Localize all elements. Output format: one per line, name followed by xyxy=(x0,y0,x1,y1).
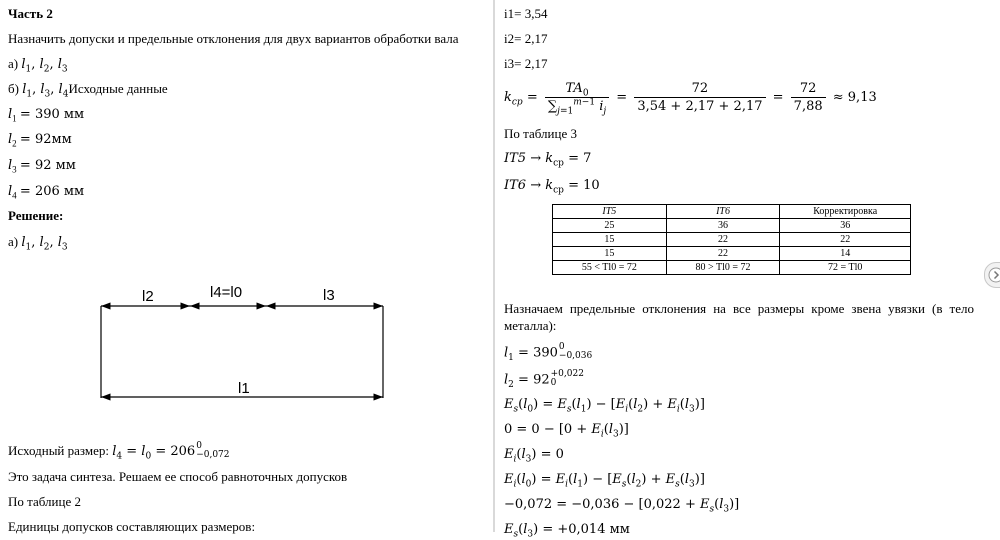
l1-label: l1 xyxy=(238,380,250,397)
dim-l1: $l_1 = 390$ мм xyxy=(8,107,85,124)
table-header: IT6 xyxy=(666,205,780,219)
dimension-chain-diagram xyxy=(90,280,390,405)
dim-l4: $l_4 = 206$ мм xyxy=(8,184,85,201)
table-cell: 14 xyxy=(780,247,911,261)
variant-b-line: б) $l_1$, $l_3$, $l_4Исходные$ данные xyxy=(8,81,168,100)
page-divider xyxy=(493,0,495,532)
page-heading: Часть 2 xyxy=(8,6,53,21)
table-cell: 80 > Tl0 = 72 xyxy=(666,261,780,275)
next-page-button[interactable] xyxy=(984,262,1000,288)
equation-1: $E_s(l_0) = E_s(l_1) - [E_i(l_2) + E_i(l_3)]$ xyxy=(504,397,705,415)
equation-3: $E_i(l_3) = 0$ xyxy=(504,447,564,465)
equation-6: $E_s(l_3) = +0,014$ мм xyxy=(504,522,630,540)
table-cell: 15 xyxy=(553,233,667,247)
table-header-row xyxy=(553,205,911,219)
kcp-formula: $k_{cp}$ = $\frac{TA_0}{\sum_{j=1}^{m-1} i_j}$ = $\frac{72}{3,54 + 2,17 + 2,17}$ = $\frac{72}{7,88}$ ≈ 9,13 xyxy=(504,81,877,117)
it6-line: $IT6 \to k_{ср} = 10$ xyxy=(504,178,600,196)
i3-value: i3= 2,17 xyxy=(504,56,548,71)
variant-a-line: а) $l_1$, $l_2$, $l_3$ xyxy=(8,56,68,75)
table-cell: 22 xyxy=(780,233,911,247)
by-table-2: По таблице 2 xyxy=(8,494,81,509)
synthesis-text: Это задача синтеза. Решаем ее способ равноточных допусков xyxy=(8,469,348,484)
chevron-right-icon xyxy=(988,267,1000,283)
it5-line: $IT5 \to k_{ср} = 7$ xyxy=(504,151,592,169)
table-cell: 15 xyxy=(553,247,667,261)
table-cell: 22 xyxy=(666,247,780,261)
variant-b-label: б) xyxy=(8,81,19,96)
solution-heading: Решение: xyxy=(8,208,64,223)
table-row xyxy=(553,247,911,261)
source-size-line: Исходный размер: $l_4 = l_0 = 206$ 0 −0,072 xyxy=(8,441,230,462)
dim-l2: $l_2 = 92мм$ xyxy=(8,132,72,149)
table-header: IT5 xyxy=(553,205,667,219)
table-cell: 72 = Tl0 xyxy=(780,261,911,275)
variant-a-label: а) xyxy=(8,56,19,71)
equation-2: $0 = 0 - [0 + E_i(l_3)]$ xyxy=(504,422,629,440)
units-title: Единицы допусков составляющих размеров: xyxy=(8,519,256,534)
table-row xyxy=(553,233,911,247)
left-page xyxy=(0,0,492,532)
equation-4: $E_i(l_0) = E_i(l_1) - [E_s(l_2) + E_s(l_3)]$ xyxy=(504,472,705,490)
l4-label: l4=l0 xyxy=(210,284,243,301)
table-cell: 36 xyxy=(666,219,780,233)
table-cell: 22 xyxy=(666,233,780,247)
table-cell: 36 xyxy=(780,219,911,233)
table-cell: 25 xyxy=(553,219,667,233)
table-row xyxy=(553,219,911,233)
initial-data-label: Исходные данные xyxy=(68,81,168,96)
l2-label: l2 xyxy=(142,288,154,305)
solution-variant-a: а) $l_1$, $l_2$, $l_3$ xyxy=(8,234,68,253)
table-cell: 55 < Tl0 = 72 xyxy=(553,261,667,275)
table-header: Корректировка xyxy=(780,205,911,219)
i2-value: i2= 2,17 xyxy=(504,31,548,46)
l1-tolerance: $l_1 = 390$ 0 −0,036 xyxy=(504,342,593,364)
table-footer-row xyxy=(553,261,911,275)
by-table-3: По таблице 3 xyxy=(504,126,577,141)
dim-l3: $l_3 = 92$ мм xyxy=(8,158,76,175)
l2-tolerance: $l_2 = 92$ +0,022 0 xyxy=(504,369,584,391)
i1-value: i1= 3,54 xyxy=(504,6,548,21)
task-text: Назначить допуски и предельные отклонения для двух вариантов обработки вала xyxy=(8,31,459,46)
l3-label: l3 xyxy=(323,287,335,304)
assign-text: Назначаем предельные отклонения на все размеры кроме звена увязки (в тело металла): xyxy=(504,301,974,333)
tolerance-table xyxy=(552,204,911,275)
equation-5: $-0,072 = -0,036 - [0,022 + E_s(l_3)]$ xyxy=(504,497,740,515)
